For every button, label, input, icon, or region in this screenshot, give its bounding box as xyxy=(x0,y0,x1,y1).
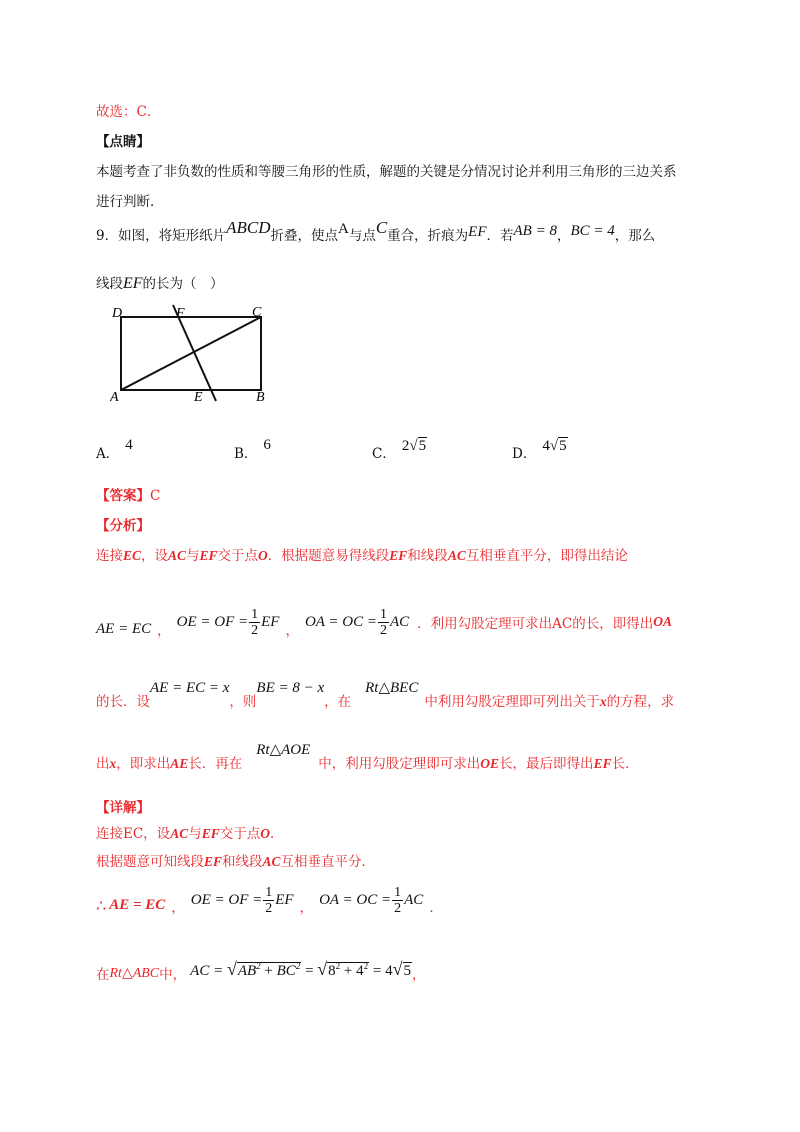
rectangle-fold-figure xyxy=(110,303,290,403)
option-a xyxy=(96,437,133,463)
math: AC xyxy=(168,548,187,563)
solution-line-2 xyxy=(96,850,375,870)
text: ，则 xyxy=(229,694,257,710)
radicand: $8^2 + 4^2$ xyxy=(328,960,369,979)
formula-ef: EF xyxy=(261,613,280,630)
option-label: D． xyxy=(512,446,537,462)
text: 长，最后即得出 xyxy=(499,756,594,772)
term: 4 xyxy=(356,962,364,979)
formula-ac: AC xyxy=(390,613,410,630)
term: 8 xyxy=(328,962,336,979)
text: 的方程，求 xyxy=(606,694,675,710)
text: 与 xyxy=(186,548,200,564)
answer-heading: 【答案】 xyxy=(96,488,150,504)
radicand: 5 xyxy=(403,962,411,979)
label-b: B xyxy=(256,390,265,403)
formula-ae-ec: AE = EC xyxy=(96,620,152,637)
fraction-half xyxy=(378,607,389,638)
option-value: 6 xyxy=(263,437,271,453)
fraction-half xyxy=(249,607,260,638)
question-9-line-2 xyxy=(96,272,224,293)
formula-ef: EF xyxy=(275,891,294,908)
math: EF xyxy=(201,826,220,841)
term-ab: AB xyxy=(237,962,257,979)
q9-text: ，那么 xyxy=(614,228,656,244)
formula-ac-sqrt xyxy=(190,959,412,980)
math: OA xyxy=(653,614,673,629)
math: O xyxy=(258,548,268,563)
formula: BE = 8 − x xyxy=(256,680,325,696)
text: 互相垂直平分，即得出结论 xyxy=(465,548,628,564)
text: 连接EC，设 xyxy=(96,826,171,842)
formula-rt-abc: Rt△ABC xyxy=(109,965,160,981)
text: 的长．设 xyxy=(96,694,150,710)
dianjing-line-1: 本题考查了非负数的性质和等腰三角形的性质，解题的关键是分情况讨论并利用三角形的三边关系 xyxy=(96,164,677,180)
label-a: A xyxy=(110,390,119,403)
q9-text: 与点 xyxy=(348,228,376,244)
q9-ef: EF xyxy=(123,275,143,292)
term-bc: BC xyxy=(276,962,296,979)
answer-value: C xyxy=(150,488,161,504)
text: ，在 xyxy=(324,694,352,710)
math: EC xyxy=(123,548,142,563)
formula-oe-of: OE = OF = xyxy=(190,891,263,908)
label-f: F xyxy=(176,306,185,321)
analysis-heading: 【分析】 xyxy=(96,518,150,534)
formula: AE = EC = x xyxy=(150,680,230,696)
q9-text: 线段 xyxy=(96,276,123,292)
q9-ef: EF xyxy=(468,224,487,240)
option-value: 4 xyxy=(125,437,133,453)
math: EF xyxy=(204,854,223,869)
option-d xyxy=(512,438,567,463)
q9-bc: BC = 4 xyxy=(570,223,615,239)
formula-oa-oc: OA = OC = xyxy=(304,613,377,630)
q9-text: 的长为（ ） xyxy=(142,276,224,292)
plus: + xyxy=(260,962,277,979)
q9-text: 折叠，使点 xyxy=(270,228,338,244)
solution-line-3 xyxy=(96,880,443,920)
text: ，即求出 xyxy=(116,756,171,772)
label-d: D xyxy=(112,306,123,321)
exponent: 2 xyxy=(295,960,301,971)
solution-heading: 【详解】 xyxy=(96,800,150,816)
formula: Rt△BEC xyxy=(365,680,419,696)
period: ． xyxy=(429,900,443,916)
text: 与 xyxy=(188,826,202,842)
denominator: 2 xyxy=(251,622,259,638)
comma: ， xyxy=(285,623,299,639)
solution-line-4 xyxy=(96,955,426,983)
math: AC xyxy=(262,854,281,869)
sqrt-symbol: √ xyxy=(226,958,237,979)
question-9-line-1 xyxy=(96,218,656,245)
numerator: 1 xyxy=(380,606,387,622)
numerator: 1 xyxy=(251,606,259,622)
analysis-line-1 xyxy=(96,544,628,564)
formula-ae-ec: AE = EC xyxy=(109,896,166,913)
previous-answer: 故选：C． xyxy=(96,104,161,120)
q9-point-a: A xyxy=(337,221,349,237)
q9-text: ， xyxy=(556,228,571,244)
text: 出 xyxy=(96,756,110,772)
q9-abcd: ABCD xyxy=(226,218,271,237)
math: AC xyxy=(447,548,466,563)
option-label: A． xyxy=(96,446,120,462)
dianjing-heading: 【点睛】 xyxy=(96,134,150,150)
text: ．根据题意易得线段 xyxy=(267,548,390,564)
answer-line xyxy=(96,484,160,504)
text: 中，利用勾股定理即可求出 xyxy=(318,756,481,772)
comma: ， xyxy=(299,900,314,916)
option-radicand: 5 xyxy=(559,438,567,454)
option-label: B． xyxy=(234,446,258,462)
math: x xyxy=(109,756,117,771)
option-coef: 2 xyxy=(401,438,410,454)
radicand xyxy=(237,962,301,979)
equals-result: = 4 xyxy=(372,962,393,979)
comma: ， xyxy=(157,623,171,639)
solution-line-1 xyxy=(96,822,283,842)
text: 连接 xyxy=(96,548,123,564)
denominator: 2 xyxy=(394,900,402,916)
math: OE xyxy=(480,756,500,771)
text: 交于点 xyxy=(217,548,259,564)
q9-ab: AB = 8 xyxy=(513,223,557,239)
text: 和线段 xyxy=(407,548,448,564)
text: 长． xyxy=(611,756,639,772)
formula-oe-of: OE = OF = xyxy=(176,613,249,630)
denominator: 2 xyxy=(380,622,387,638)
text: 中， xyxy=(159,967,187,983)
numerator: 1 xyxy=(394,884,402,900)
q9-point-c: C xyxy=(375,218,388,237)
exponent: 2 xyxy=(335,960,341,971)
math: O xyxy=(260,826,270,841)
dianjing-line-2: 进行判断． xyxy=(96,194,164,210)
option-value: 4√5 xyxy=(542,438,567,454)
q9-text: ．若 xyxy=(486,228,514,244)
analysis-line-2 xyxy=(96,602,672,642)
option-b xyxy=(234,437,271,463)
label-e: E xyxy=(194,390,203,403)
denominator: 2 xyxy=(265,900,273,916)
therefore-symbol: ∴ xyxy=(96,895,107,915)
formula-oa-oc: OA = OC = xyxy=(319,891,392,908)
sqrt-symbol: √ xyxy=(392,958,403,979)
numerator: 1 xyxy=(265,884,273,900)
label-c: C xyxy=(252,305,262,320)
text: 长．再在 xyxy=(188,756,243,772)
comma: ， xyxy=(412,967,426,983)
text: 和线段 xyxy=(222,854,263,870)
text: 在 xyxy=(96,967,110,983)
fraction-half xyxy=(263,885,274,916)
option-value: 2√5 xyxy=(401,438,427,454)
option-radicand: 5 xyxy=(418,438,427,454)
formula: Rt△AOE xyxy=(256,742,311,758)
q9-text: 重合，折痕为 xyxy=(387,228,469,244)
equals: = xyxy=(305,962,318,979)
option-c xyxy=(372,438,427,463)
q9-text: 9．如图，将矩形纸片 xyxy=(96,228,227,244)
math: x xyxy=(599,694,607,709)
text: ．利用勾股定理可求出AC的长，即得出 xyxy=(417,616,654,632)
text: 互相垂直平分． xyxy=(280,854,376,870)
math: EF xyxy=(389,548,408,563)
text: 根据题意可知线段 xyxy=(96,854,204,870)
analysis-line-3 xyxy=(96,676,674,716)
math: EF xyxy=(593,756,612,771)
diagonal-ac xyxy=(121,317,261,390)
formula-ac: AC = xyxy=(190,962,224,979)
option-label: C． xyxy=(372,446,396,462)
sqrt-symbol: √ xyxy=(317,958,328,979)
option-coef: 4 xyxy=(542,438,550,454)
text: ，设 xyxy=(141,548,169,564)
fraction-half xyxy=(392,885,403,916)
text: 中利用勾股定理即可列出关于 xyxy=(424,694,600,710)
text: ． xyxy=(269,826,284,842)
analysis-line-4 xyxy=(96,738,639,778)
comma: ， xyxy=(171,900,185,916)
math: AE xyxy=(170,756,189,771)
exponent: 2 xyxy=(363,960,369,971)
math: AC xyxy=(170,826,189,841)
exponent: 2 xyxy=(256,960,261,971)
math: EF xyxy=(199,548,218,563)
text: 交于点 xyxy=(219,826,261,842)
formula-ac: AC xyxy=(404,891,424,908)
